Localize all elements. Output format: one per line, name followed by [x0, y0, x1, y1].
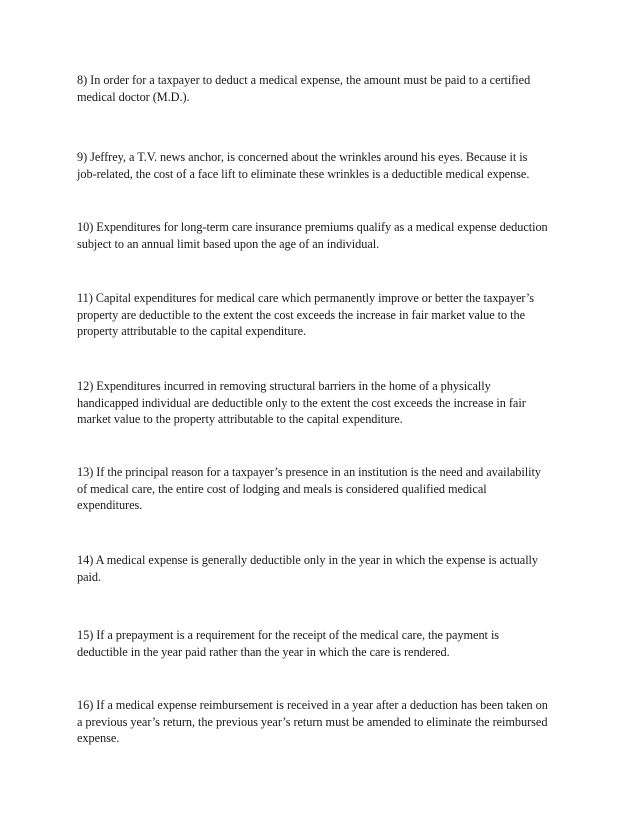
question-9: 9) Jeffrey, a T.V. news anchor, is concerned about the wrinkles around his eyes. Because it is job-related, the cost of a face lift to eliminate these wrinkles is a deductible medical expense.	[77, 150, 530, 181]
question-13: 13) If the principal reason for a taxpayer’s presence in an institution is the need and availability of medical care, the entire cost of lodging and meals is considered qualified medical expenditures.	[77, 465, 541, 512]
question-8: 8) In order for a taxpayer to deduct a medical expense, the amount must be paid to a certified medical doctor (M.D.).	[77, 73, 531, 104]
question-16: 16) If a medical expense reimbursement is received in a year after a deduction has been taken on a previous year’s return, the previous year’s return must be amended to eliminate the reimbursed expense.	[77, 698, 548, 745]
question-11: 11) Capital expenditures for medical care which permanently improve or better the taxpayer’s property are deductible to the extent the cost exceeds the increase in fair market value to the property attributable to the capital expenditure.	[77, 291, 535, 338]
question-14: 14) A medical expense is generally deductible only in the year in which the expense is actually paid.	[77, 553, 539, 584]
question-10: 10) Expenditures for long-term care insurance premiums qualify as a medical expense deduction subject to an annual limit based upon the age of an individual.	[77, 220, 548, 251]
question-15: 15) If a prepayment is a requirement for the receipt of the medical care, the payment is deductible in the year paid rather than the year in which the care is rendered.	[77, 628, 500, 659]
question-12: 12) Expenditures incurred in removing structural barriers in the home of a physically handicapped individual are deductible only to the extent the cost exceeds the increase in fair market value to the property attributable to the capital expenditure.	[77, 379, 526, 426]
